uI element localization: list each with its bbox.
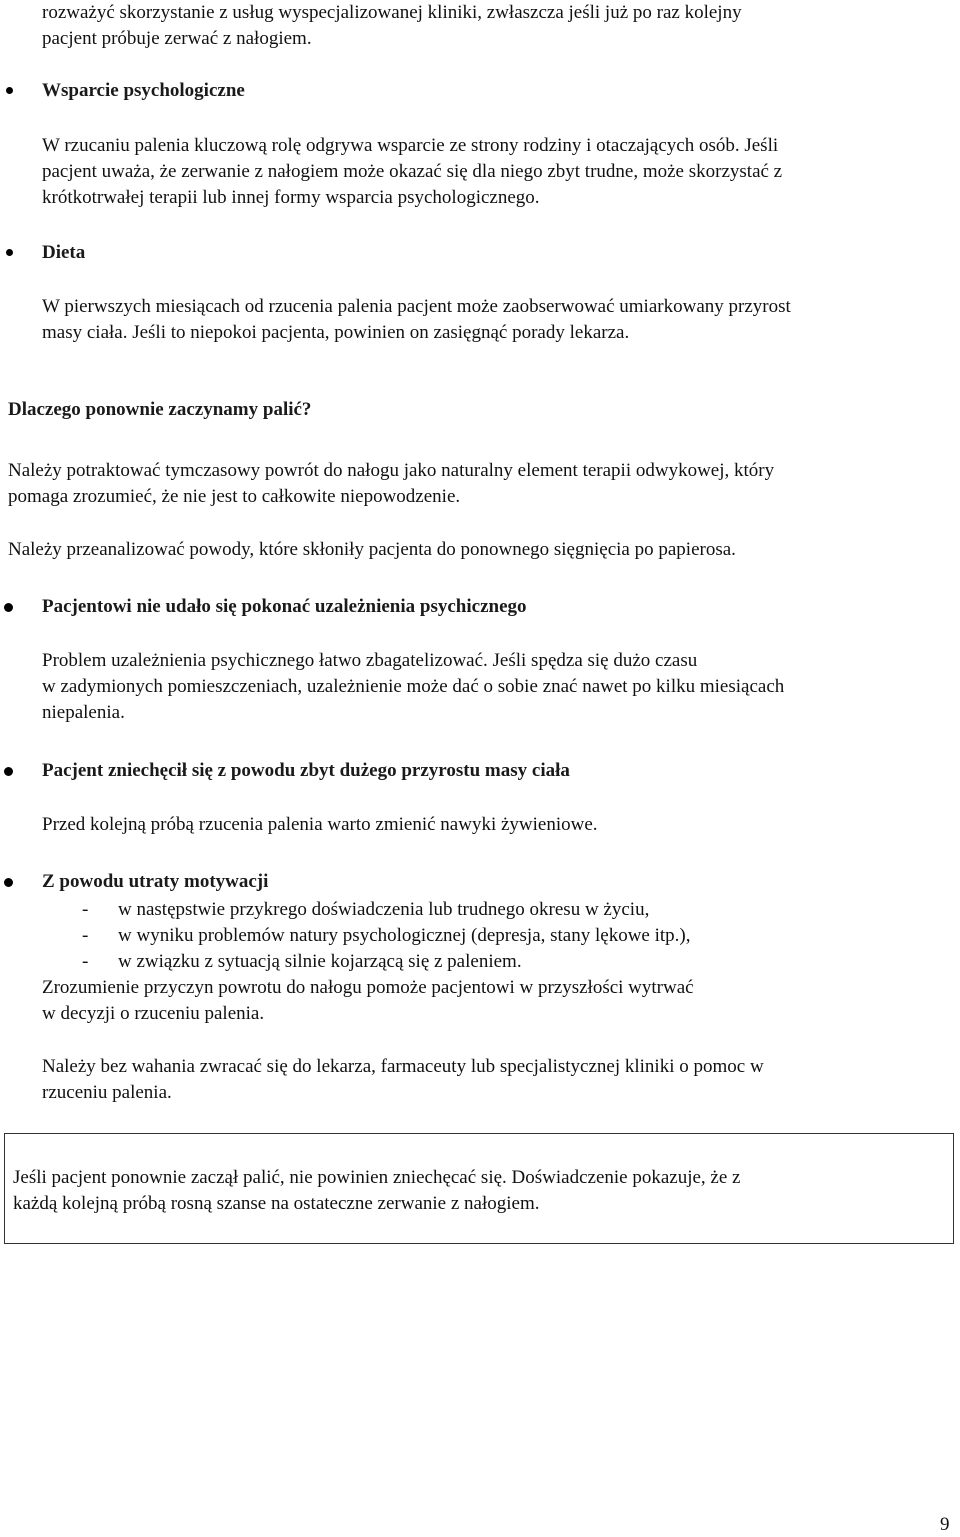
bullet-icon: [4, 878, 13, 887]
paragraph-line: w zadymionych pomieszczeniach, uzależnienie może dać o sobie znać nawet po kilku miesiącach: [42, 676, 785, 697]
paragraph-line: krótkotrwałej terapii lub innej formy wsparcia psychologicznego.: [42, 187, 540, 208]
dash-marker: -: [82, 925, 89, 946]
paragraph-line: w decyzji o rzuceniu palenia.: [42, 1003, 265, 1024]
paragraph-line: rzuceniu palenia.: [42, 1082, 172, 1103]
paragraph-line: pomaga zrozumieć, że nie jest to całkowite niepowodzenie.: [8, 486, 461, 507]
bullet-icon: [6, 87, 13, 94]
paragraph-line: Problem uzależnienia psychicznego łatwo zbagatelizować. Jeśli spędza się dużo czasu: [42, 650, 698, 671]
intro-line: rozważyć skorzystanie z usług wyspecjalizowanej kliniki, zwłaszcza jeśli już po raz kolejny: [42, 2, 742, 23]
intro-line: pacjent próbuje zerwać z nałogiem.: [42, 28, 312, 49]
list-item: w związku z sytuacją silnie kojarzącą się z paleniem.: [118, 951, 522, 972]
bullet-icon: [4, 767, 13, 776]
section-heading-diet: Dieta: [42, 242, 86, 263]
reason-heading: Z powodu utraty motywacji: [42, 871, 269, 892]
dash-marker: -: [82, 951, 89, 972]
paragraph-line: pacjent uważa, że zerwanie z nałogiem może okazać się dla niego zbyt trudne, może skorzystać z: [42, 161, 783, 182]
list-item: w następstwie przykrego doświadczenia lub trudnego okresu w życiu,: [118, 899, 650, 920]
dash-marker: -: [82, 899, 89, 920]
paragraph-line: masy ciała. Jeśli to niepokoi pacjenta, powinien on zasięgnąć porady lekarza.: [42, 322, 630, 343]
list-item: w wyniku problemów natury psychologicznej (depresja, stany lękowe itp.),: [118, 925, 691, 946]
paragraph-line: Należy bez wahania zwracać się do lekarza, farmaceuty lub specjalistycznej kliniki o pomoc w: [42, 1056, 764, 1077]
reason-heading: Pacjentowi nie udało się pokonać uzależnienia psychicznego: [42, 596, 527, 617]
paragraph-line: niepalenia.: [42, 702, 125, 723]
paragraph-line: Należy potraktować tymczasowy powrót do nałogu jako naturalny element terapii odwykowej, który: [8, 460, 775, 481]
bullet-icon: [6, 249, 13, 256]
bullet-icon: [4, 603, 13, 612]
paragraph-line: Należy przeanalizować powody, które skłoniły pacjenta do ponownego sięgnięcia po papierosa.: [8, 539, 736, 560]
paragraph-line: Zrozumienie przyczyn powrotu do nałogu pomoże pacjentowi w przyszłości wytrwać: [42, 977, 694, 998]
callout-line: każdą kolejną próbą rosną szanse na ostateczne zerwanie z nałogiem.: [13, 1193, 540, 1214]
reason-heading: Pacjent zniechęcił się z powodu zbyt dużego przyrostu masy ciała: [42, 760, 570, 781]
paragraph-line: Przed kolejną próbą rzucenia palenia warto zmienić nawyki żywieniowe.: [42, 814, 598, 835]
page-number: 9: [940, 1514, 950, 1535]
section-heading-support: Wsparcie psychologiczne: [42, 80, 245, 101]
callout-line: Jeśli pacjent ponownie zaczął palić, nie powinien zniechęcać się. Doświadczenie pokazuje, że z: [13, 1167, 741, 1188]
paragraph-line: W pierwszych miesiącach od rzucenia palenia pacjent może zaobserwować umiarkowany przyrost: [42, 296, 791, 317]
section-heading-why: Dlaczego ponownie zaczynamy palić?: [8, 399, 312, 420]
paragraph-line: W rzucaniu palenia kluczową rolę odgrywa wsparcie ze strony rodziny i otaczających osób. Jeśli: [42, 135, 779, 156]
